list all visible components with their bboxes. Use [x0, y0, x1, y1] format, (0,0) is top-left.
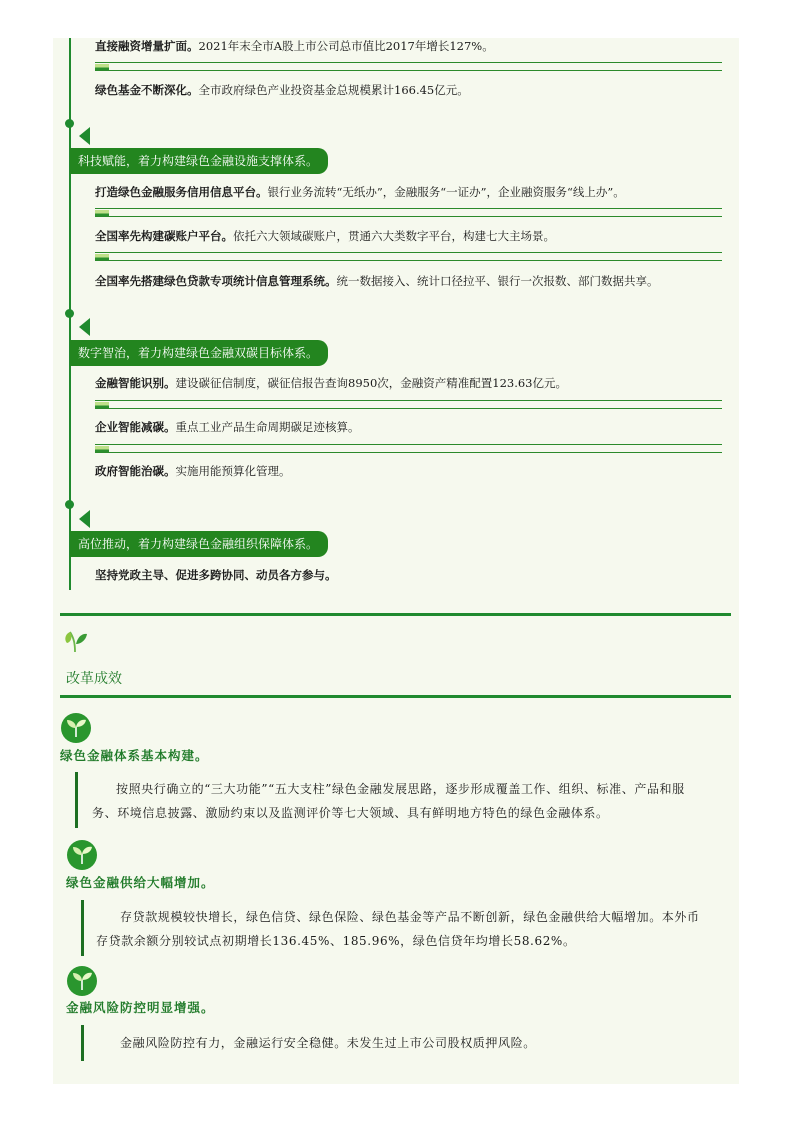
quote-bar: [75, 772, 78, 828]
item-separator: [95, 208, 722, 220]
list-item: 金融智能识别。建设碳征信制度，碳征信报告查询8950次，金融资产精准配置123.63亿元。: [95, 376, 568, 390]
list-item: 全国率先构建碳账户平台。依托六大领域碳账户，贯通六大类数字平台，构建七大主场景。: [95, 229, 555, 243]
group-banner: 数字智治，着力构建绿色金融双碳目标体系。: [70, 340, 328, 366]
timeline-dot: [65, 500, 74, 509]
sprout-badge-icon: [66, 965, 98, 997]
sprout-badge-icon: [66, 839, 98, 871]
subsection-title: 绿色金融供给大幅增加。: [66, 875, 215, 890]
item-separator: [95, 400, 722, 412]
paragraph: 金融风险防控有力，金融运行安全稳健。未发生过上市公司股权质押风险。: [120, 1036, 536, 1050]
subsection-title: 金融风险防控明显增强。: [66, 1000, 215, 1015]
section-title: 改革成效: [66, 671, 122, 687]
timeline-dot: [65, 309, 74, 318]
sprout-badge-icon: [60, 712, 92, 744]
subsection-title: 绿色金融体系基本构建。: [60, 748, 209, 763]
list-item: 全国率先搭建绿色贷款专项统计信息管理系统。统一数据接入、统计口径拉平、银行一次报数、部门数据共享。: [95, 274, 659, 288]
list-item: 政府智能治碳。实施用能预算化管理。: [95, 464, 291, 478]
item-separator: [95, 62, 722, 74]
paragraph: 按照央行确立的“三大功能”“五大支柱”绿色金融发展思路，逐步形成覆盖工作、组织、标准、产品和服务、环境信息披露、激励约束以及监测评价等七大领域、具有鲜明地方特色的绿色金融体系。: [92, 782, 685, 820]
list-item: 坚持党政主导、促进多跨协同、动员各方参与。: [95, 568, 337, 582]
list-item: 绿色基金不断深化。全市政府绿色产业投资基金总规模累计166.45亿元。: [95, 83, 469, 97]
quote-bar: [81, 1025, 84, 1061]
paragraph: 存贷款规模较快增长，绿色信贷、绿色保险、绿色基金等产品不断创新，绿色金融供给大幅增加。本外币存贷款余额分别较试点初期增长136.45%、185.96%，绿色信贷年均增长58.62%。: [96, 910, 700, 948]
section-divider-top: [60, 613, 731, 616]
pointer-icon: [79, 318, 90, 336]
pointer-icon: [79, 127, 90, 145]
group-banner: 高位推动，着力构建绿色金融组织保障体系。: [70, 531, 328, 557]
quote-bar: [81, 900, 84, 956]
item-separator: [95, 252, 722, 264]
pointer-icon: [79, 510, 90, 528]
group-banner: 科技赋能，着力构建绿色金融设施支撑体系。: [70, 148, 328, 174]
leaf-icon: [62, 626, 88, 654]
list-item: 企业智能减碳。重点工业产品生命周期碳足迹核算。: [95, 420, 360, 434]
timeline-dot: [65, 119, 74, 128]
item-separator: [95, 444, 722, 456]
section-divider-bottom: [60, 695, 731, 698]
list-item: 直接融资增量扩面。2021年末全市A股上市公司总市值比2017年增长127%。: [95, 39, 494, 53]
list-item: 打造绿色金融服务信用信息平台。银行业务流转“无纸办”，金融服务“一证办”，企业融资服务“线上办”。: [95, 185, 625, 199]
